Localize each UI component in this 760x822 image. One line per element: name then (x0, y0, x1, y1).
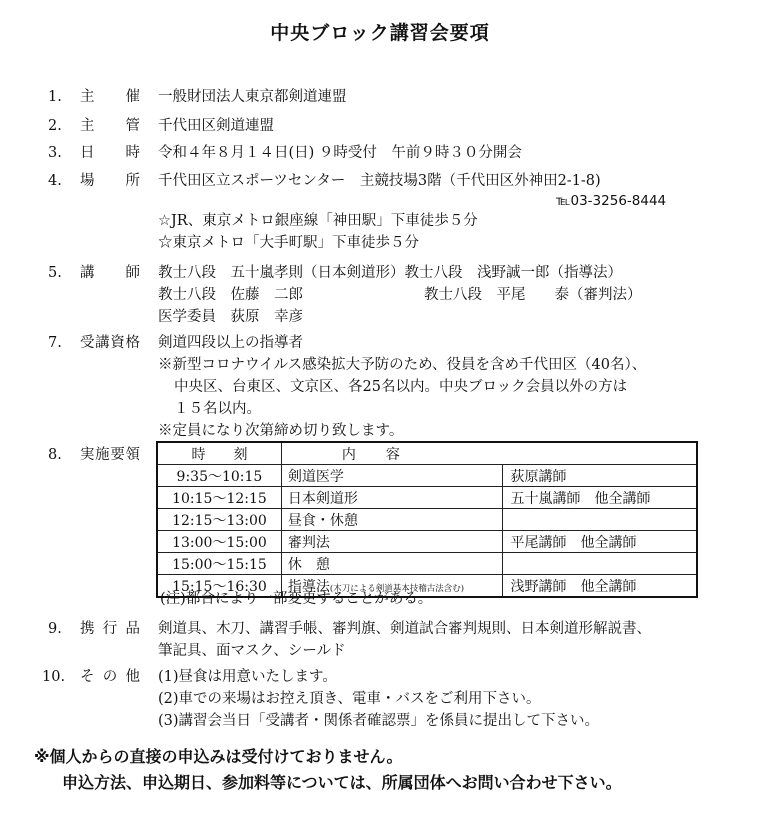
table-row (157, 531, 697, 553)
table-row (157, 487, 697, 509)
item-label: 受 講 資 格 (80, 335, 140, 351)
item-qualification (0, 332, 760, 354)
lecturer-hirao: 教士八段 平尾 泰（審判法） (424, 287, 642, 303)
row-content: 指導法(木刀による剣道基本技稽古法含む) (281, 575, 502, 598)
table-row (157, 509, 697, 531)
row-time: 12:15～13:00 (157, 509, 281, 531)
item-label: 実 施 要 領 (80, 447, 140, 463)
item-number: 7. (48, 335, 62, 351)
row-content: 休 憩 (281, 553, 502, 575)
place-tel: ℡03-3256-8444 (556, 193, 667, 209)
schedule-footnote: (注)都合により一部変更することがある。 (160, 591, 433, 607)
item-number: 10. (42, 669, 66, 685)
row-content: 審判法 (281, 531, 502, 553)
item-value: 千代田区剣道連盟 (158, 118, 274, 134)
item-manager (0, 115, 760, 137)
item-organizer (0, 86, 760, 108)
row-lecturer (502, 553, 697, 575)
header-time: 時 刻 (157, 442, 281, 465)
item-lecturers (0, 262, 760, 284)
item-label: 携 行 品 (80, 621, 140, 637)
item-label: 日 時 (80, 145, 140, 161)
item-label: 場 所 (80, 173, 140, 189)
qualification-note: 中央区、台東区、文京区、各25名以内。中央ブロック会員以外の方は (174, 379, 628, 395)
schedule-table (156, 441, 698, 598)
notice-line1: ※個人からの直接の申込みは受付けておりません。 (34, 747, 403, 766)
item-label: 主 管 (80, 118, 140, 134)
qualification-note: ※定員になり次第締め切り致します。 (158, 423, 404, 439)
item-datetime (0, 142, 760, 164)
row-lecturer: 五十嵐講師 他全講師 (502, 487, 697, 509)
item-label: そ の 他 (80, 669, 140, 685)
item-number: 2. (48, 118, 62, 134)
item-value: 千代田区立スポーツセンター 主競技場3階（千代田区外神田2-1-8) (158, 173, 601, 189)
item-value: 教士八段 五十嵐孝則（日本剣道形）教士八段 浅野誠一郎（指導法） (158, 265, 622, 281)
row-content: 昼食・休憩 (281, 509, 502, 531)
qualification-note: １５名以内。 (174, 401, 261, 417)
table-header-row (157, 442, 697, 465)
qualification-note: ※新型コロナウイルス感染拡大予防のため、役員を含め千代田区（40名）、 (158, 357, 647, 373)
item-value: (1)昼食は用意いたします。 (158, 669, 337, 685)
notice-line2: 申込方法、申込期日、参加料等については、所属団体へお問い合わせ下さい。 (62, 773, 622, 792)
item-belongings (0, 618, 760, 640)
table-row (157, 553, 697, 575)
row-lecturer: 荻原講師 (502, 465, 697, 487)
item-number: 1. (48, 89, 62, 105)
place-access-jr: ☆JR、東京メトロ銀座線「神田駅」下車徒歩５分 (158, 213, 478, 229)
row-time: 10:15～12:15 (157, 487, 281, 509)
item-value: 剣道四段以上の指導者 (158, 335, 303, 351)
lecturer-sato: 教士八段 佐藤 二郎 (158, 287, 303, 303)
item-value: 剣道具、木刀、講習手帳、審判旗、剣道試合審判規則、日本剣道形解説書、 (158, 621, 651, 637)
place-access-otemachi: ☆東京メトロ「大手町駅」下車徒歩５分 (158, 235, 419, 251)
item-value: 一般財団法人東京都剣道連盟 (158, 89, 347, 105)
item-label: 講 師 (80, 265, 140, 281)
page-title: 中央ブロック講習会要項 (270, 22, 490, 44)
others-line3: (3)講習会当日「受講者・関係者確認票」を係員に提出して下さい。 (158, 713, 600, 729)
row-time: 13:00～15:00 (157, 531, 281, 553)
item-number: 9. (48, 621, 62, 637)
item-number: 5. (48, 265, 62, 281)
row-time: 15:00～15:15 (157, 553, 281, 575)
row-content: 日本剣道形 (281, 487, 502, 509)
belongings-line2: 筆記具、面マスク、シールド (158, 643, 346, 659)
lecturer-ogiwara: 医学委員 荻原 幸彦 (158, 309, 303, 325)
header-content: 内容 (281, 442, 697, 465)
others-line2: (2)車での来場はお控え頂き、電車・バスをご利用下さい。 (158, 691, 541, 707)
row-content: 剣道医学 (281, 465, 502, 487)
item-others (0, 666, 760, 688)
item-value: 令和４年８月１４日(日) ９時受付 午前９時３０分開会 (158, 145, 522, 161)
item-number: 8. (48, 447, 62, 463)
row-time: 15:15～16:30 (157, 575, 281, 598)
item-number: 3. (48, 145, 62, 161)
item-label: 主 催 (80, 89, 140, 105)
item-place (0, 170, 760, 192)
table-row (157, 465, 697, 487)
row-content-note: (木刀による剣道基本技稽古法含む) (329, 583, 465, 594)
item-number: 4. (48, 173, 62, 189)
row-lecturer (502, 509, 697, 531)
row-lecturer: 平尾講師 他全講師 (502, 531, 697, 553)
row-time: 9:35～10:15 (157, 465, 281, 487)
row-lecturer: 浅野講師 他全講師 (502, 575, 697, 598)
